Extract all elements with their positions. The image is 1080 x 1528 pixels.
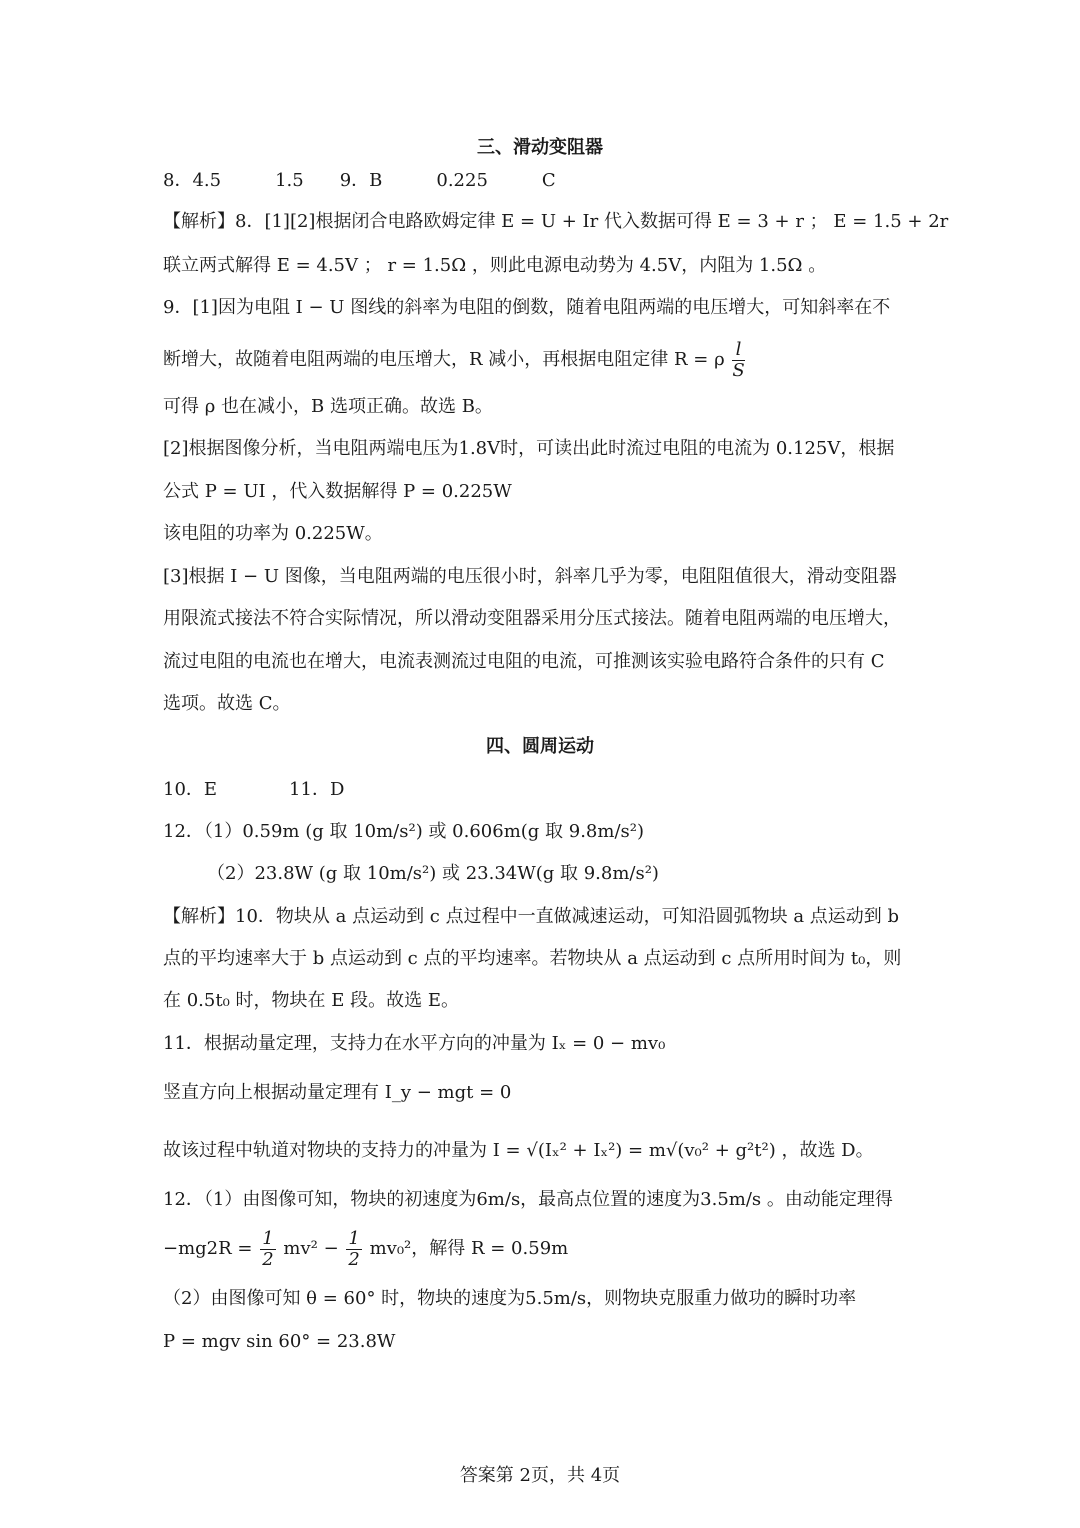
answer-12-part2: （2）23.8W (g 取 10m/s²) 或 23.34W(g 取 9.8m/s²) <box>207 863 659 884</box>
analysis-line: （2）由图像可知 θ = 60° 时，物块的速度为5.5m/s，则物块克服重力做功的瞬时功率 <box>163 1288 857 1309</box>
answers-8-9: 8．4.5 1.5 9．B 0.225 C <box>163 170 556 191</box>
equation-rhs: mv₀²，解得 R = 0.59m <box>369 1238 569 1259</box>
analysis-line-with-fraction <box>163 336 923 384</box>
analysis-line: 该电阻的功率为 0.225W。 <box>163 523 383 544</box>
equation-lhs: −mg2R = <box>163 1238 253 1259</box>
kinetic-energy-equation <box>163 1225 923 1273</box>
analysis-line: 联立两式解得 E = 4.5V ； r = 1.5Ω ，则此电源电动势为 4.5V，内阻为 1.5Ω 。 <box>163 255 827 276</box>
analysis-line: 流过电阻的电流也在增大，电流表测流过电阻的电流，可推测该实验电路符合条件的只有 C <box>163 651 885 672</box>
answers-10-11: 10．E 11．D <box>163 779 345 800</box>
page-footer: 答案第 2页，共 4页 <box>459 1465 621 1486</box>
analysis-line: 12．（1）由图像可知，物块的初速度为6m/s，最高点位置的速度为3.5m/s 。由动能定理得 <box>163 1189 893 1210</box>
analysis-line: [2]根据图像分析，当电阻两端电压为1.8V时，可读出此时流过电阻的电流为 0.125V，根据 <box>163 438 895 459</box>
analysis-line: 9．[1]因为电阻 I − U 图线的斜率为电阻的倒数，随着电阻两端的电压增大，可知斜率在不 <box>163 297 891 318</box>
analysis-line: 故该过程中轨道对物块的支持力的冲量为 I = √(Iₓ² + Iₓ²) = m√(v₀² + g²t²) ，故选 D。 <box>163 1140 874 1161</box>
fraction-l-over-s <box>732 340 744 381</box>
section-title-circular-motion: 四、圆周运动 <box>486 736 594 757</box>
analysis-line: 竖直方向上根据动量定理有 I_y − mgt = 0 <box>163 1082 512 1103</box>
fraction-denominator: S <box>732 359 745 381</box>
fraction-one-half <box>260 1229 275 1270</box>
fraction-denominator: 2 <box>348 1248 360 1270</box>
resistance-law-text: 断增大，故随着电阻两端的电压增大，R 减小，再根据电阻定律 R = ρ <box>163 349 725 370</box>
fraction-numerator: 1 <box>262 1227 274 1249</box>
analysis-line: 用限流式接法不符合实际情况，所以滑动变阻器采用分压式接法。随着电阻两端的电压增大， <box>163 608 901 629</box>
fraction-numerator: l <box>732 340 744 361</box>
analysis-line: 可得 ρ 也在减小，B 选项正确。故选 B。 <box>163 396 493 417</box>
fraction-numerator: 1 <box>348 1227 360 1249</box>
answer-12-part1: 12．（1）0.59m (g 取 10m/s²) 或 0.606m(g 取 9.8m/s²) <box>163 821 644 842</box>
section-title-sliding-rheostat: 三、滑动变阻器 <box>477 137 603 158</box>
analysis-line: [3]根据 I − U 图像，当电阻两端的电压很小时，斜率几乎为零，电阻阻值很大，滑动变阻器 <box>163 566 897 587</box>
fraction-denominator: 2 <box>262 1248 274 1270</box>
analysis-line: 点的平均速率大于 b 点运动到 c 点的平均速率。若物块从 a 点运动到 c 点所用时间为 t₀，则 <box>163 948 902 969</box>
analysis-line: 【解析】8．[1][2]根据闭合电路欧姆定律 E = U + Ir 代入数据可得 E = 3 + r ； E = 1.5 + 2r <box>163 211 949 232</box>
analysis-line: 公式 P = UI ，代入数据解得 P = 0.225W <box>163 481 512 502</box>
analysis-line: 11．根据动量定理，支持力在水平方向的冲量为 Iₓ = 0 − mv₀ <box>163 1033 666 1054</box>
analysis-line: 选项。故选 C。 <box>163 693 291 714</box>
analysis-line: 【解析】10．物块从 a 点运动到 c 点过程中一直做减速运动，可知沿圆弧物块 a 点运动到 b <box>163 906 900 927</box>
analysis-line: P = mgv sin 60° = 23.8W <box>163 1331 396 1352</box>
analysis-line: 在 0.5t₀ 时，物块在 E 段。故选 E。 <box>163 990 459 1011</box>
fraction-one-half <box>346 1229 361 1270</box>
equation-middle: mv² − <box>283 1238 339 1259</box>
